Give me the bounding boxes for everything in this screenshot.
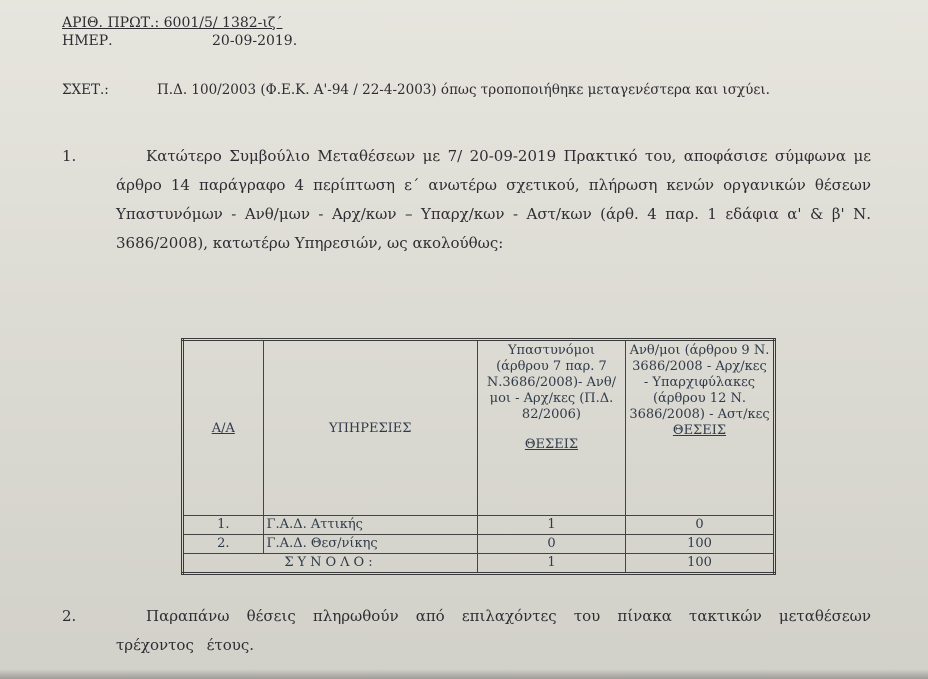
total-label: ΣΥΝΟΛΟ:	[183, 554, 478, 574]
protocol-number: ΑΡΙΘ. ΠΡΩΤ.: 6001/5/ 1382-ιζ΄	[62, 15, 283, 31]
paragraph-1-text: Κατώτερο Συμβούλιο Μεταθέσεων με 7/ 20-09-2019 Πρακτικό του, αποφάσισε σύμφωνα με άρθρο 14 παράγραφο 4 περίπτωση ε΄ ανωτέρω σχετικού, πλήρωση κενών οργανικών θέσεων Υπαστυνόμων - Ανθ/μων - Αρχ/κων – Υπαρχ/κων - Αστ/κων (άρθ. 4 παρ. 1 εδάφια α' & β' Ν. 3686/2008), κατωτέρω Υπηρεσιών, ως ακολούθως:	[116, 147, 871, 252]
date-value: 20-09-2019.	[212, 33, 298, 49]
header-col-b-unit: ΘΕΣΕΙΣ	[672, 423, 727, 438]
header-col-b	[625, 340, 774, 516]
positions-table	[181, 338, 776, 575]
header-col-a-desc: Υπαστυνόμοι (άρθρου 7 παρ. 7 Ν.3686/2008)- Ανθ/μοι - Αρχ/κες (Π.Δ. 82/2006)	[486, 343, 617, 422]
table-row	[183, 535, 775, 554]
header-col-a-unit: ΘΕΣΕΙΣ	[524, 437, 579, 452]
row-col-b: 100	[625, 535, 774, 554]
paragraph-2-number: 2.	[62, 607, 77, 625]
total-col-a: 1	[477, 554, 625, 574]
row-service: Γ.Α.Δ. Αττικής	[263, 516, 477, 535]
date-row	[62, 32, 297, 50]
subject-text: Π.Δ. 100/2003 (Φ.Ε.Κ. Α'-94 / 22-4-2003) όπως τροποποιήθηκε μεταγενέστερα και ισχύει.	[157, 82, 770, 98]
row-aa: 1.	[183, 516, 264, 535]
table-total-row	[183, 554, 775, 574]
subject-label: ΣΧΕΤ.:	[62, 82, 109, 98]
photo-shadow	[0, 669, 928, 679]
row-col-a: 0	[477, 535, 625, 554]
paragraph-2-text: Παραπάνω θέσεις πληρωθούν από επιλαχόντες του πίνακα τακτικών μεταθέσεων τρέχοντος έτους.	[116, 607, 871, 654]
header-services: ΥΠΗΡΕΣΙΕΣ	[263, 340, 477, 516]
row-col-a: 1	[477, 516, 625, 535]
table-row	[183, 516, 775, 535]
paragraph-1-number: 1.	[62, 147, 77, 165]
row-col-b: 0	[625, 516, 774, 535]
row-aa: 2.	[183, 535, 264, 554]
header-col-b-desc: Ανθ/μοι (άρθρου 9 Ν. 3686/2008 - Αρχ/κες - Υπαρχιφύλακες (άρθρου 12 Ν. 3686/2008) - Αστ/κες	[629, 343, 770, 422]
reference-block	[62, 14, 297, 50]
date-label: ΗΜΕΡ.	[62, 33, 113, 49]
table-header-row	[183, 340, 775, 516]
total-col-b: 100	[625, 554, 774, 574]
row-service: Γ.Α.Δ. Θεσ/νίκης	[263, 535, 477, 554]
header-aa: Α/Α	[183, 340, 264, 516]
header-col-a	[477, 340, 625, 516]
